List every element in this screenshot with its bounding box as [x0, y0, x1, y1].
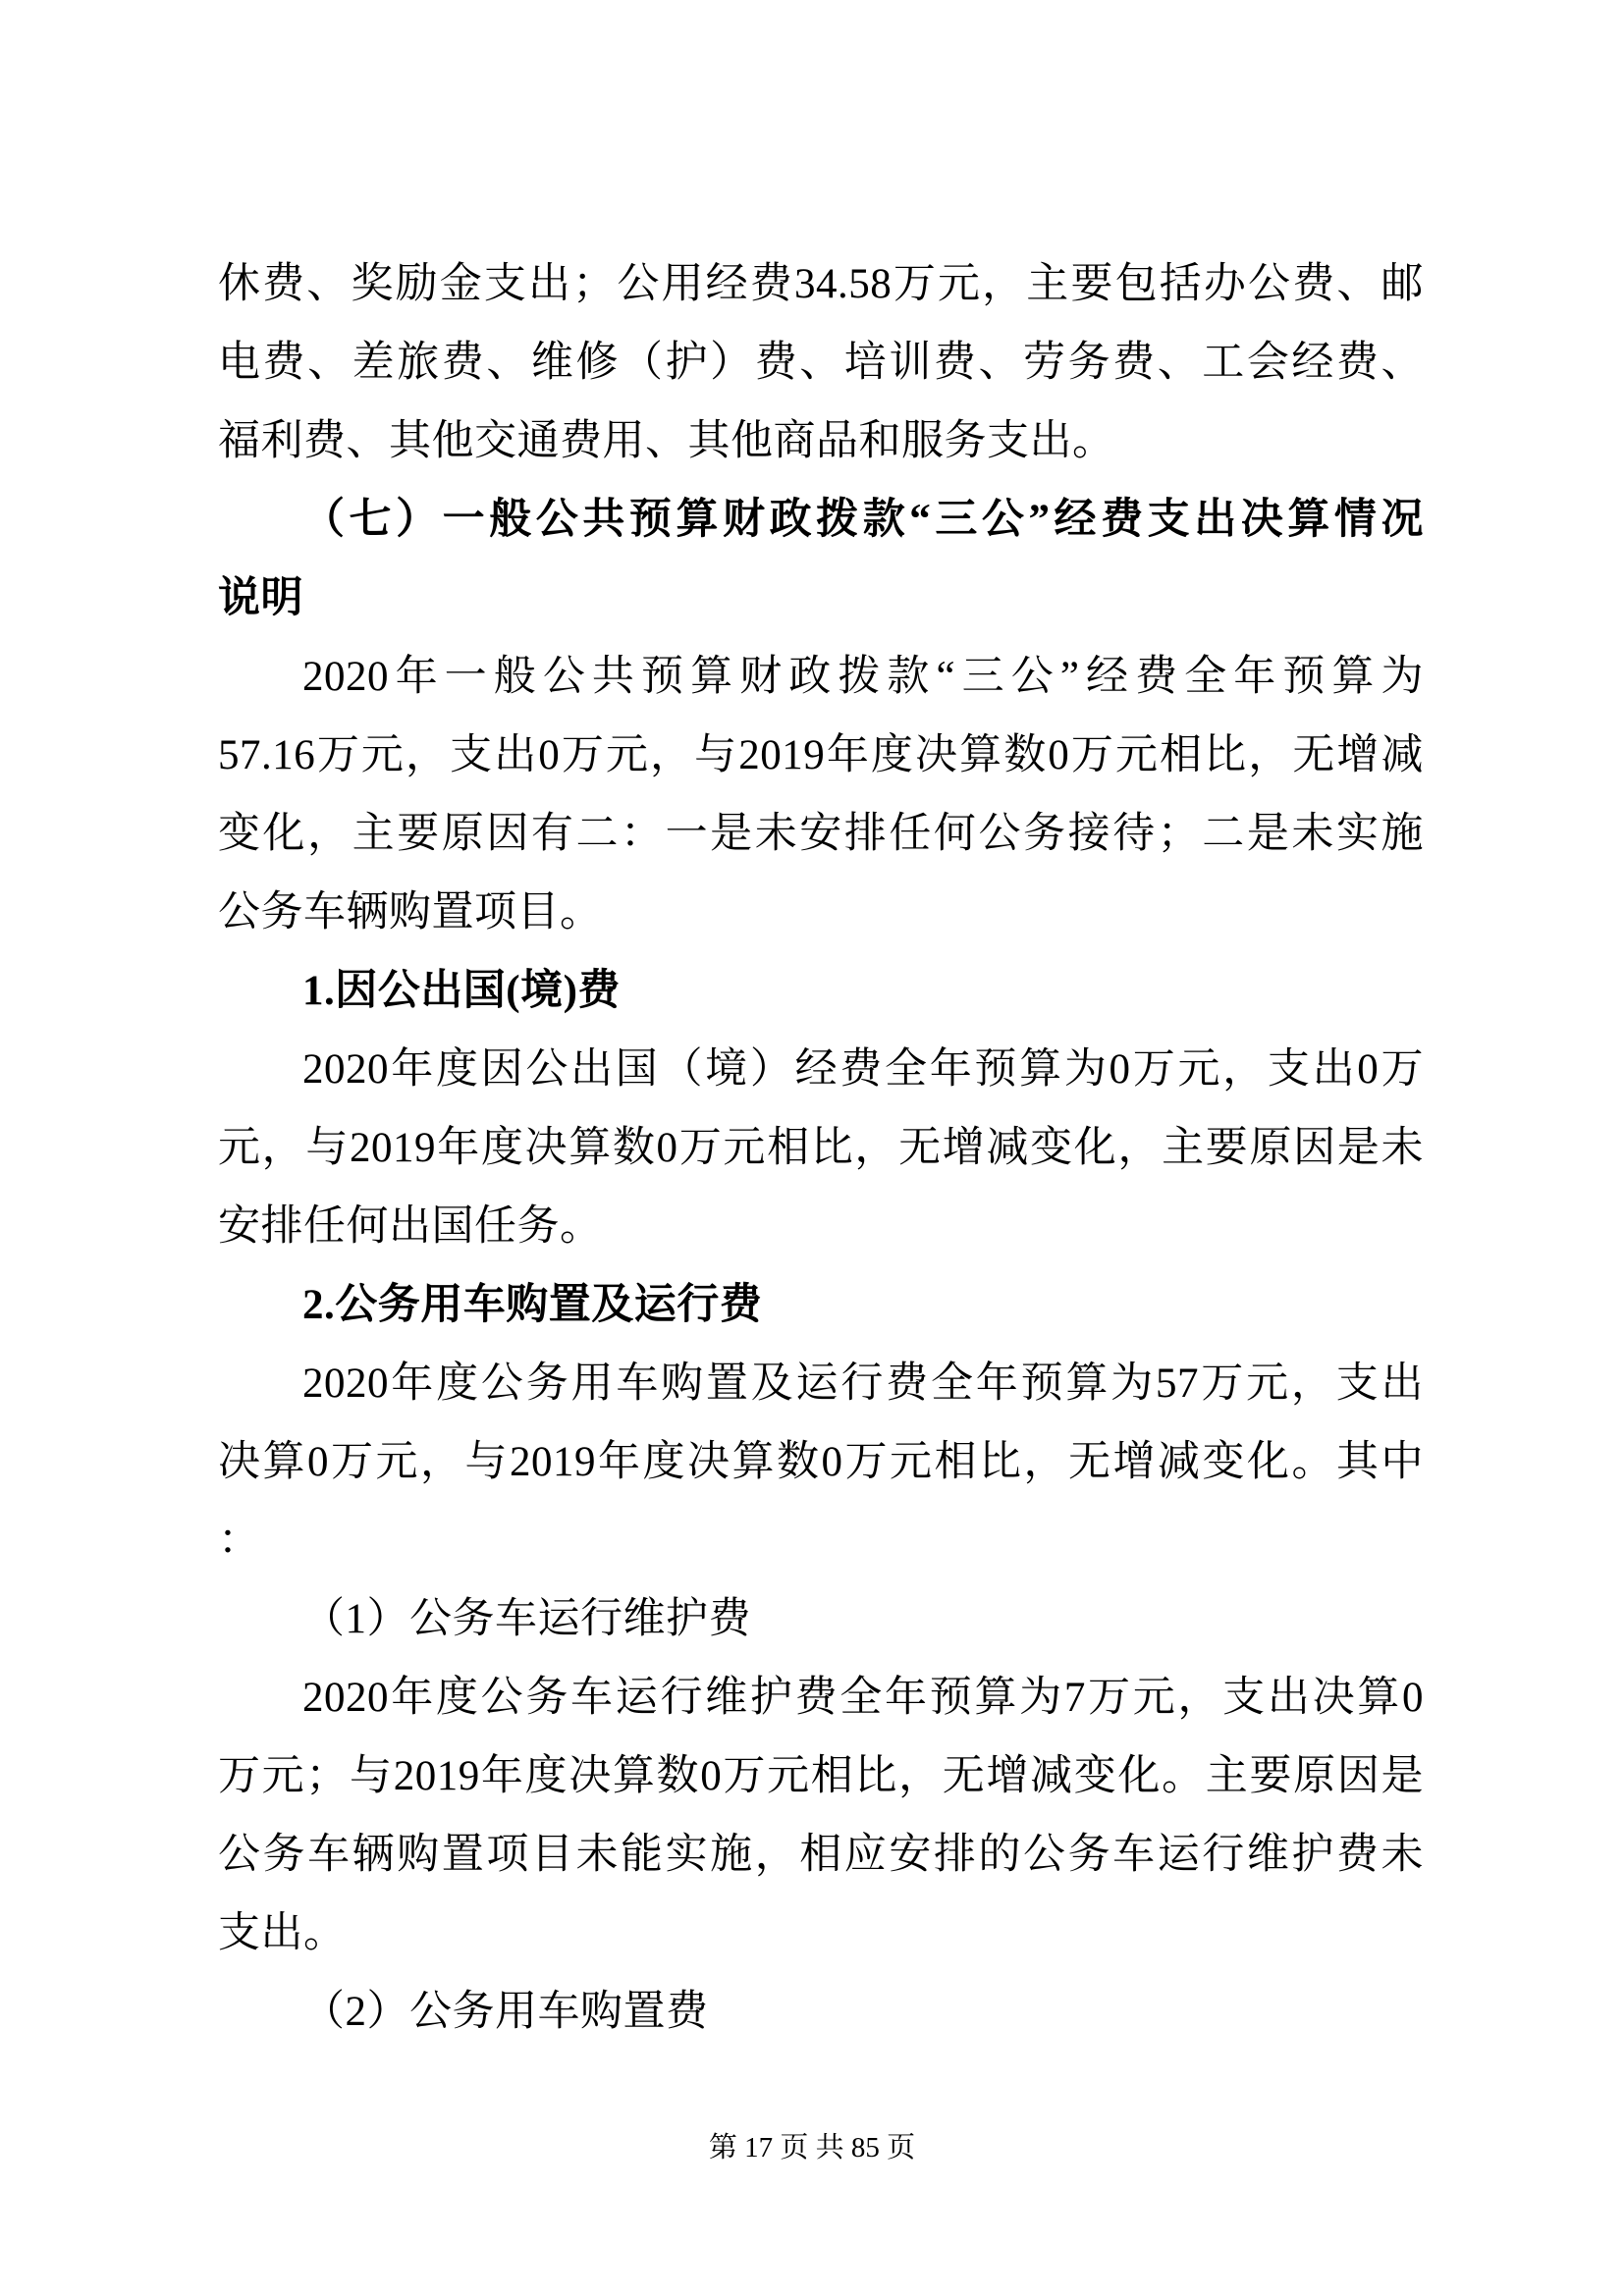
page-number-footer: 第 17 页 共 85 页 [708, 2132, 916, 2163]
document-body [218, 245, 1424, 2052]
text-line: 变化，主要原因有二：一是未安排任何公务接待；二是未实施 [218, 811, 1424, 857]
text-line: 万元；与2019年度决算数0万元相比，无增减变化。主要原因是 [218, 1753, 1424, 1799]
text-line: 2020年度公务用车购置及运行费全年预算为57万元，支出 [302, 1361, 1424, 1407]
text-line: 57.16万元，支出0万元，与2019年度决算数0万元相比，无增减 [218, 732, 1424, 778]
text-line: ： [218, 1518, 261, 1564]
text-line: 1.因公出国(境)费 [302, 968, 621, 1014]
text-line: 支出。 [218, 1910, 347, 1956]
text-line: （1）公务车运行维护费 [302, 1596, 751, 1642]
text-line: 元，与2019年度决算数0万元相比，无增减变化，主要原因是未 [218, 1125, 1424, 1171]
text-line: 公务车辆购置项目。 [218, 889, 603, 935]
text-line: 安排任何出国任务。 [218, 1203, 603, 1250]
text-line: 说明 [218, 575, 303, 621]
text-line: 决算0万元，与2019年度决算数0万元相比，无增减变化。其中 [218, 1439, 1424, 1485]
text-line: （七）一般公共预算财政拨款“三公”经费支出决算情况 [302, 497, 1424, 543]
text-line: 2.公务用车购置及运行费 [302, 1282, 763, 1328]
text-line: 2020年度公务车运行维护费全年预算为7万元，支出决算0 [302, 1675, 1424, 1721]
text-line: 2020年一般公共预算财政拨款“三公”经费全年预算为 [302, 654, 1424, 700]
text-line: 2020年度因公出国（境）经费全年预算为0万元，支出0万 [302, 1046, 1424, 1093]
text-line: （2）公务用车购置费 [302, 1989, 709, 2035]
text-line: 福利费、其他交通费用、其他商品和服务支出。 [218, 418, 1115, 464]
text-line: 休费、奖励金支出；公用经费34.58万元，主要包括办公费、邮 [218, 261, 1424, 307]
text-line: 电费、差旅费、维修（护）费、培训费、劳务费、工会经费、 [218, 340, 1424, 386]
text-line: 公务车辆购置项目未能实施，相应安排的公务车运行维护费未 [218, 1832, 1424, 1878]
